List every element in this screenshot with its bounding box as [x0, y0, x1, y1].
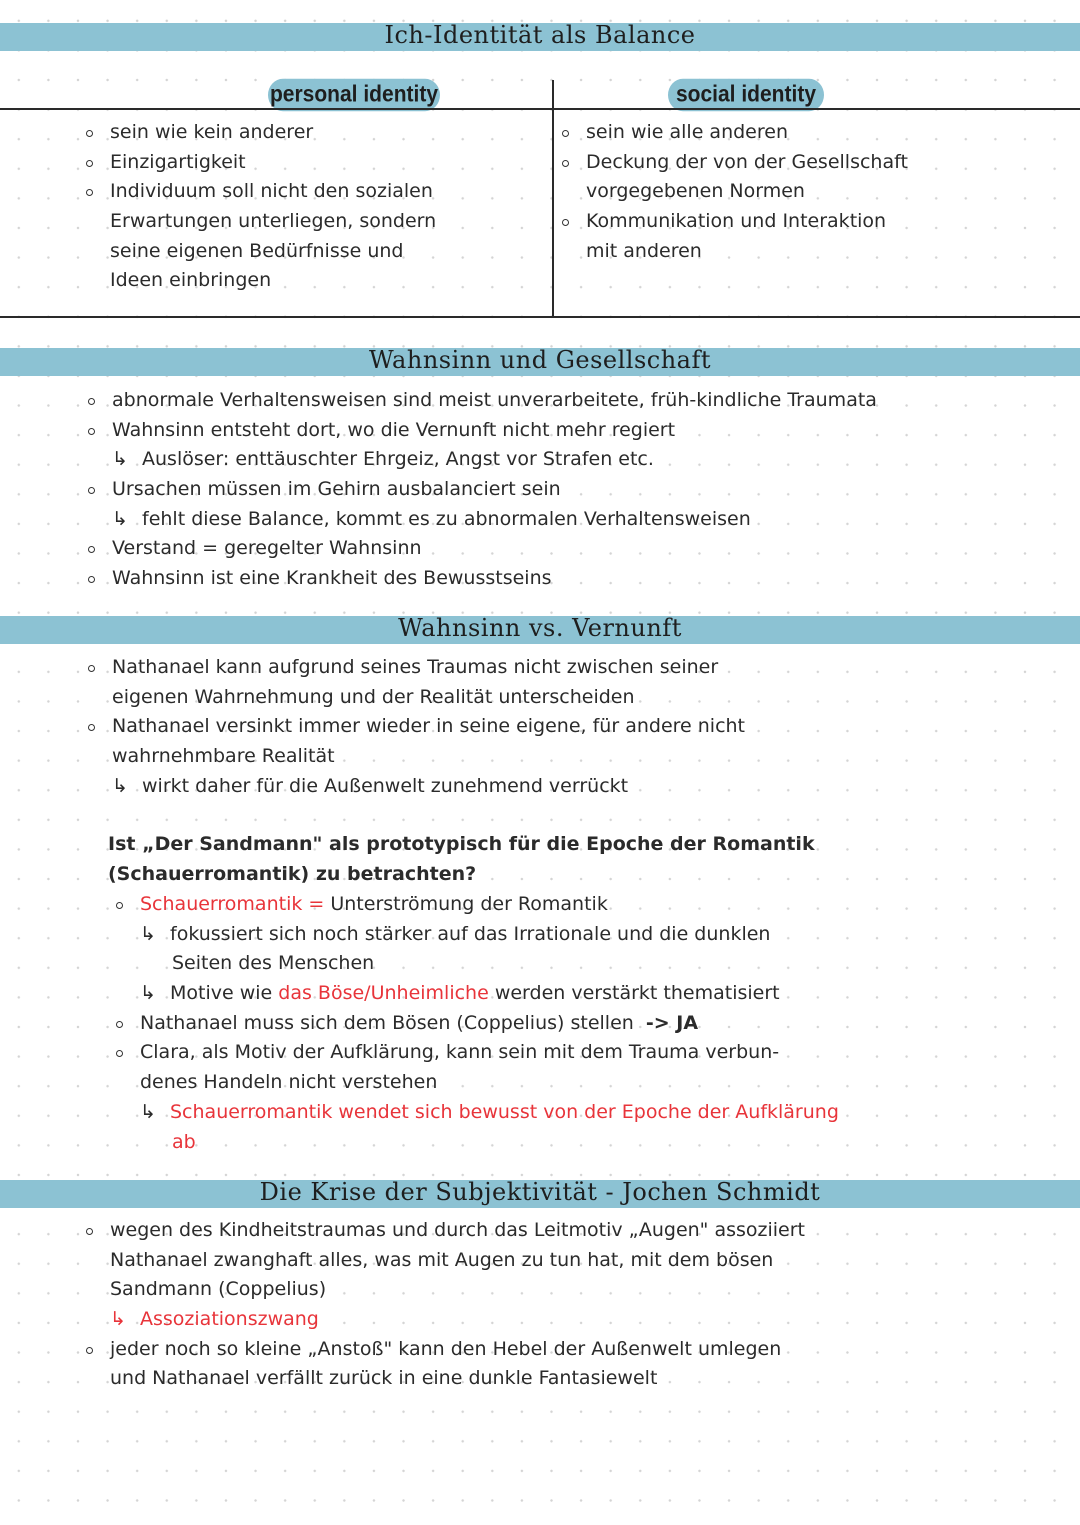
personal-identity-list: [110, 118, 436, 296]
list-item: wahrnehmbare Realität: [112, 745, 335, 768]
table-bottom-line: [0, 316, 1080, 318]
section-title-wahnsinn-gesellschaft: Wahnsinn und Gesellschaft: [368, 346, 712, 374]
question-line: (Schauerromantik) zu betrachten?: [108, 862, 477, 885]
list-item: [140, 920, 839, 950]
definition-term: Schauerromantik =: [140, 893, 325, 915]
section-title-wahnsinn-vernunft: Wahnsinn vs. Vernunft: [398, 614, 682, 642]
arrow-icon: ↳: [112, 507, 128, 530]
personal-identity-label: personal identity: [268, 79, 440, 111]
list-item: mit anderen: [586, 239, 702, 262]
list-item: [140, 890, 839, 920]
sub-point-text: Auslöser: enttäuschter Ehrgeiz, Angst vor Strafen etc.: [142, 448, 654, 471]
list-item: Wahnsinn entsteht dort, wo die Vernunft nicht mehr regiert: [112, 416, 877, 446]
question-line: Ist „Der Sandmann" als prototypisch für die Epoche der Romantik: [108, 833, 815, 855]
motive-post: werden verstärkt thematisiert: [494, 982, 780, 1005]
red-point-text: Assoziationszwang: [140, 1308, 319, 1331]
list-item: ab: [172, 1130, 196, 1153]
table-top-line: [0, 108, 1080, 110]
krise-list: [110, 1216, 805, 1394]
list-item: [112, 505, 877, 535]
list-item: Ideen einbringen: [110, 269, 272, 292]
sub-point-text: fehlt diese Balance, kommt es zu abnormalen Verhaltensweisen: [142, 507, 751, 530]
motive-pre: Motive wie: [170, 982, 273, 1005]
list-item: jeder noch so kleine „Anstoß" kann den Hebel der Außenwelt umlegen: [110, 1335, 805, 1365]
list-item: Ursachen müssen im Gehirn ausbalanciert sein: [112, 475, 877, 505]
list-item: eigenen Wahrnehmung und der Realität unterscheiden: [112, 685, 635, 708]
conclusion-text: Schauerromantik wendet sich bewusst von der Epoche der Aufklärung: [170, 1100, 839, 1123]
wahnsinn-vernunft-list: [112, 653, 745, 801]
section-title-identity: Ich-Identität als Balance: [384, 21, 696, 49]
list-item: Seiten des Menschen: [172, 952, 375, 975]
arrow-icon: ↳: [140, 1100, 156, 1123]
list-item: und Nathanael verfällt zurück in eine dunkle Fantasiewelt: [110, 1367, 658, 1390]
list-item: Wahnsinn ist eine Krankheit des Bewusstseins: [112, 564, 877, 594]
answer-ja: -> JA: [645, 1011, 699, 1034]
sub-point-text: wirkt daher für die Außenwelt zunehmend verrückt: [142, 774, 629, 797]
list-item: [110, 1305, 805, 1335]
question-list: [140, 890, 839, 1157]
list-item: denes Handeln nicht verstehen: [140, 1071, 438, 1094]
table-divider: [552, 80, 554, 317]
list-item: sein wie alle anderen: [586, 118, 908, 148]
list-item: [140, 1009, 839, 1039]
list-item: Clara, als Motiv der Aufklärung, kann sein mit dem Trauma verbun-: [140, 1038, 839, 1068]
list-item: [140, 1098, 839, 1128]
section-title-krise: Die Krise der Subjektivität - Jochen Schmidt: [259, 1178, 821, 1206]
list-item: Deckung der von der Gesellschaft: [586, 148, 908, 178]
wahnsinn-gesellschaft-list: [112, 386, 877, 594]
list-item: Individuum soll nicht den sozialen: [110, 177, 436, 207]
arrow-icon: ↳: [140, 922, 156, 945]
list-item: seine eigenen Bedürfnisse und: [110, 239, 404, 262]
list-item: Nathanael versinkt immer wieder in seine eigene, für andere nicht: [112, 712, 745, 742]
list-item: Kommunikation und Interaktion: [586, 207, 908, 237]
sub-point-text: fokussiert sich noch stärker auf das Irrationale und die dunklen: [170, 922, 771, 945]
arrow-icon: ↳: [140, 982, 156, 1005]
list-item: wegen des Kindheitstraumas und durch das Leitmotiv „Augen" assoziiert: [110, 1216, 805, 1246]
arrow-icon: ↳: [112, 774, 128, 797]
list-item: [112, 445, 877, 475]
motive-red: das Böse/Unheimliche: [278, 982, 489, 1005]
list-item: Verstand = geregelter Wahnsinn: [112, 534, 877, 564]
list-item: Nathanael kann aufgrund seines Traumas nicht zwischen seiner: [112, 653, 745, 683]
list-item: Erwartungen unterliegen, sondern: [110, 210, 437, 233]
list-item: sein wie kein anderer: [110, 118, 436, 148]
definition-rest: Unterströmung der Romantik: [330, 893, 608, 915]
list-item: Nathanael zwanghaft alles, was mit Augen zu tun hat, mit dem bösen: [110, 1248, 774, 1271]
list-item: Sandmann (Coppelius): [110, 1278, 327, 1301]
social-identity-list: [586, 118, 908, 266]
social-identity-label: social identity: [668, 79, 824, 111]
nathanael-line: Nathanael muss sich dem Bösen (Coppelius) stellen: [140, 1011, 634, 1034]
list-item: [140, 979, 839, 1009]
list-item: vorgegebenen Normen: [586, 180, 805, 203]
arrow-icon: ↳: [112, 448, 128, 471]
list-item: [112, 772, 745, 802]
list-item: abnormale Verhaltensweisen sind meist unverarbeitete, früh-kindliche Traumata: [112, 386, 877, 416]
list-item: Einzigartigkeit: [110, 148, 436, 178]
question-heading: [108, 830, 815, 889]
arrow-icon: ↳: [110, 1308, 126, 1331]
